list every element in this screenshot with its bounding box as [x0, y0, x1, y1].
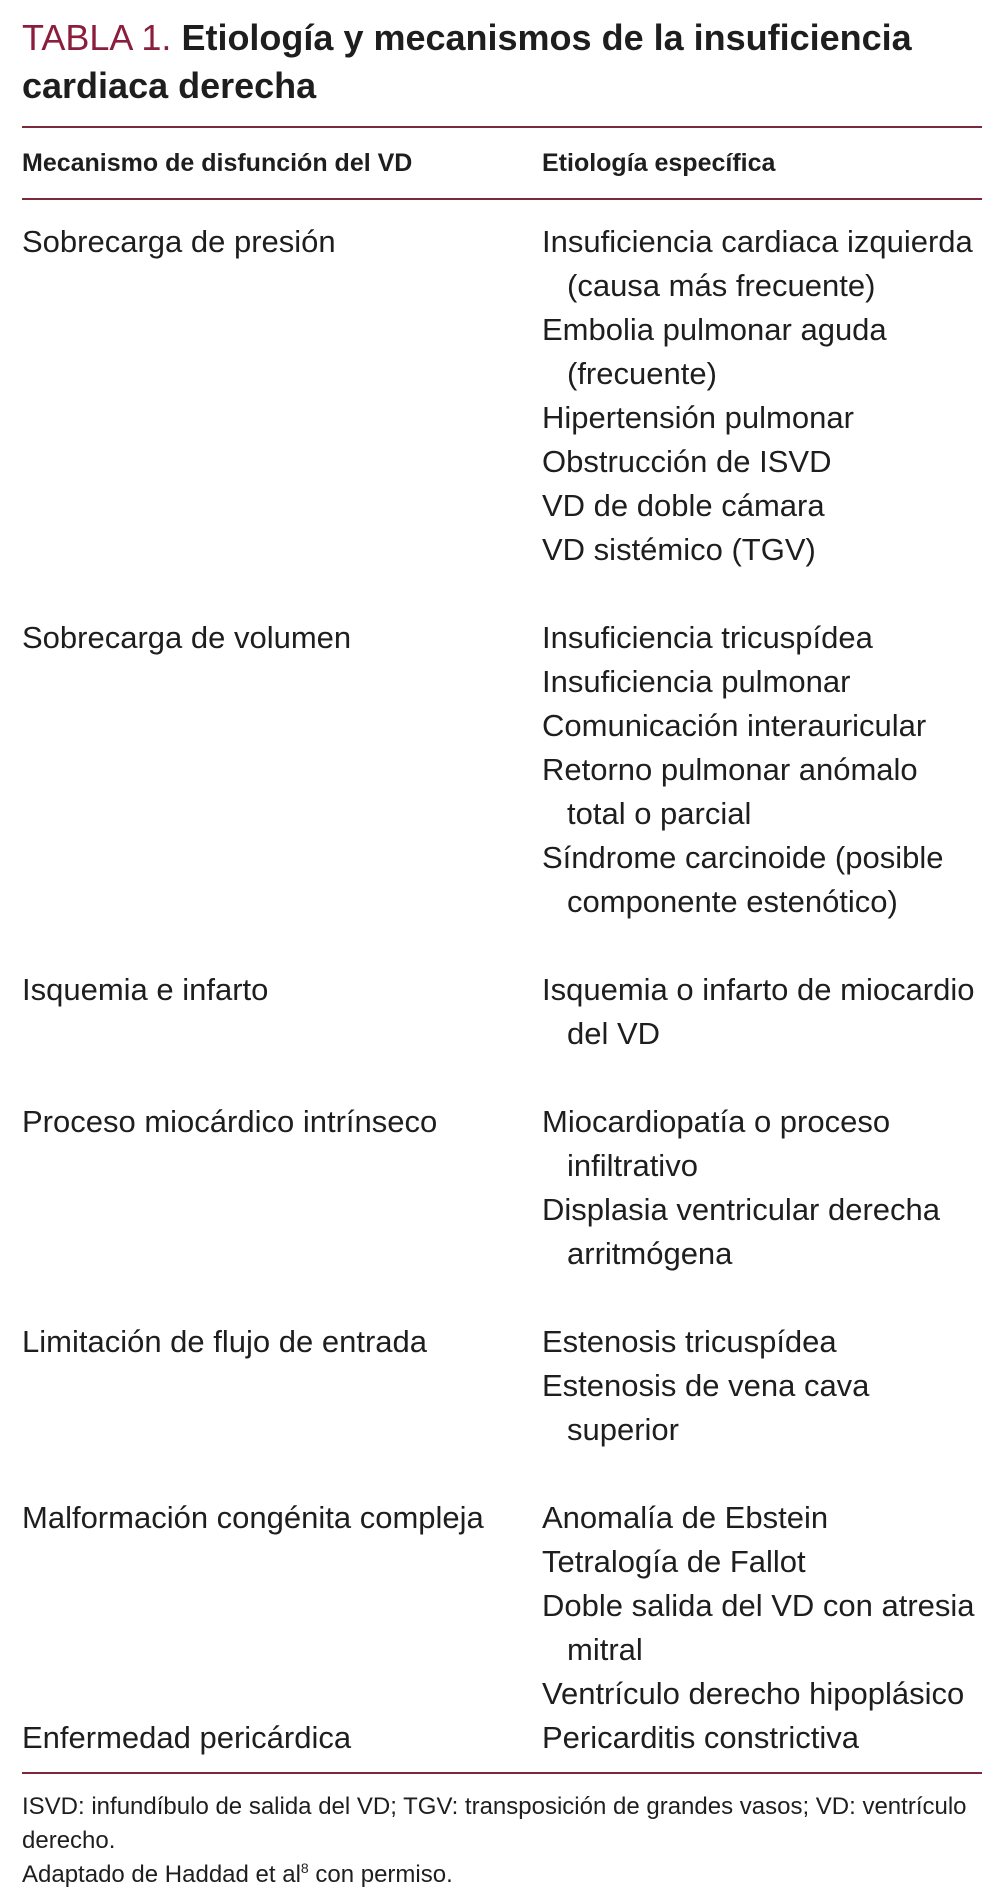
mechanism-cell: Malformación congénita compleja [22, 1500, 484, 1535]
footnote-source-text: Adaptado de Haddad et al [22, 1861, 301, 1888]
etiology-item: Displasia ventricular derecha arritmógena [542, 1192, 941, 1271]
table-footnote [22, 1790, 982, 1892]
table-row [22, 1320, 982, 1452]
etiology-item: Comunicación interauricular [542, 708, 927, 743]
header-etiology: Etiología específica [542, 148, 776, 177]
mechanism-cell: Enfermedad pericárdica [22, 1720, 352, 1755]
table-label: TABLA 1. [22, 17, 172, 58]
table-row [22, 1496, 982, 1716]
etiology-item: Hipertensión pulmonar [542, 400, 854, 435]
table-header-row [22, 128, 982, 198]
etiology-cell [542, 1496, 982, 1716]
header-mechanism: Mecanismo de disfunción del VD [22, 148, 413, 177]
mechanism-cell: Isquemia e infarto [22, 972, 269, 1007]
etiology-cell [542, 616, 982, 924]
etiology-item: Síndrome carcinoide (posible componente estenótico) [542, 840, 944, 919]
footnote-abbreviations: ISVD: infundíbulo de salida del VD; TGV: transposición de grandes vasos; VD: ventrículo derecho. [22, 1793, 967, 1854]
etiology-cell [542, 1716, 982, 1760]
table-row [22, 1100, 982, 1276]
etiology-cell [542, 1320, 982, 1452]
etiology-cell [542, 968, 982, 1056]
footnote-reference: 8 [300, 1860, 309, 1876]
etiology-item: Insuficiencia pulmonar [542, 664, 851, 699]
etiology-item: Ventrículo derecho hipoplásico [542, 1676, 965, 1711]
mechanism-cell: Sobrecarga de presión [22, 224, 336, 259]
etiology-item: Insuficiencia cardiaca izquierda (causa más frecuente) [542, 224, 973, 303]
table-row [22, 616, 982, 924]
etiology-item: Embolia pulmonar aguda (frecuente) [542, 312, 887, 391]
etiology-item: Tetralogía de Fallot [542, 1544, 806, 1579]
table-title-text: Etiología y mecanismos de la insuficiencia cardiaca derecha [22, 17, 912, 106]
mechanism-cell: Limitación de flujo de entrada [22, 1324, 427, 1359]
table-row [22, 968, 982, 1056]
etiology-item: Insuficiencia tricuspídea [542, 620, 873, 655]
footnote-source-suffix: con permiso. [308, 1861, 453, 1888]
etiology-cell [542, 1100, 982, 1276]
bottom-rule [22, 1772, 982, 1774]
table-title [22, 14, 982, 110]
mechanism-cell: Sobrecarga de volumen [22, 620, 352, 655]
header-rule [22, 198, 982, 200]
etiology-item: VD de doble cámara [542, 488, 825, 523]
etiology-item: Miocardiopatía o proceso infiltrativo [542, 1104, 891, 1183]
table-row [22, 220, 982, 572]
mechanism-cell: Proceso miocárdico intrínseco [22, 1104, 438, 1139]
etiology-item: Doble salida del VD con atresia mitral [542, 1588, 975, 1667]
etiology-item: Retorno pulmonar anómalo total o parcial [542, 752, 918, 831]
etiology-item: Anomalía de Ebstein [542, 1500, 829, 1535]
etiology-item: Pericarditis constrictiva [542, 1720, 859, 1755]
etiology-item: VD sistémico (TGV) [542, 532, 816, 567]
etiology-item: Estenosis de vena cava superior [542, 1368, 870, 1447]
footnote-source [22, 1858, 982, 1892]
table-document [22, 14, 982, 1892]
etiology-item: Obstrucción de ISVD [542, 444, 832, 479]
table-body [22, 220, 982, 1760]
table-row [22, 1716, 982, 1760]
etiology-item: Estenosis tricuspídea [542, 1324, 837, 1359]
etiology-cell [542, 220, 982, 572]
etiology-item: Isquemia o infarto de miocardio del VD [542, 972, 975, 1051]
